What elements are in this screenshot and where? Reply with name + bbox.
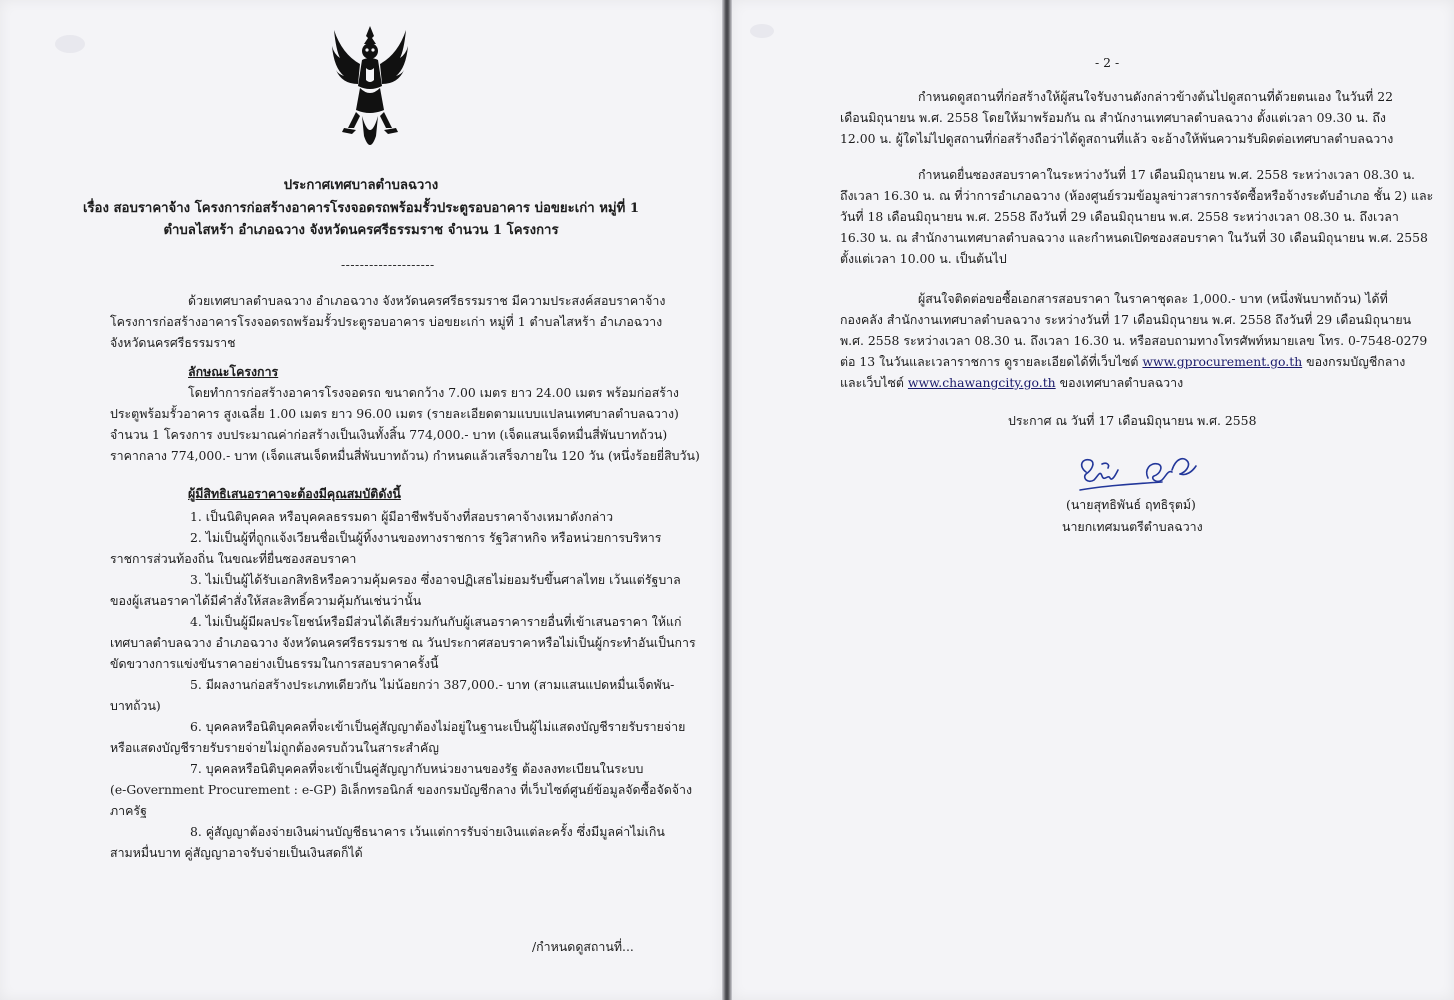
qualification-line: 8. คู่สัญญาต้องจ่ายเงินผ่านบัญชีธนาคาร เว้นแต่การรับจ่ายเงินแต่ละครั้ง ซึ่งมีมูลค่าไม่เกิน: [190, 824, 665, 839]
intro-line: โครงการก่อสร้างอาคารโรงจอดรถพร้อมรั้วประตูรอบอาคาร บ่อขยะเก่า หมู่ที่ 1 ตำบลไสหร้า อำเภอฉวาง: [110, 314, 663, 329]
intro-line: ด้วยเทศบาลตำบลฉวาง อำเภอฉวาง จังหวัดนครศรีธรรมราช มีความประสงค์สอบราคาจ้าง: [188, 293, 666, 308]
announcement-subject-line-2: ตำบลไสหร้า อำเภอฉวาง จังหวัดนครศรีธรรมราช จำนวน 1 โครงการ: [163, 223, 559, 238]
paragraph-text: ต่อ 13 ในวันและเวลาราชการ ดูรายละเอียดได้ที่เว็บไซต์: [840, 354, 1143, 369]
document-purchase-paragraph: [840, 288, 1428, 393]
paragraph-line: [840, 351, 1414, 372]
announcement-date: ประกาศ ณ วันที่ 17 เดือนมิถุนายน พ.ศ. 2558: [1008, 413, 1257, 428]
project-line: ประตูพร้อมรั้วอาคาร สูงเฉลี่ย 1.00 เมตร ยาว 96.00 เมตร (รายละเอียดตามแบบแปลนเทศบาลตำบลฉวาง): [110, 406, 679, 421]
qualification-line: ภาครัฐ: [110, 803, 147, 818]
document-page-2: [732, 0, 1454, 1000]
submission-paragraph: [840, 164, 1434, 269]
qualification-line: 7. บุคคลหรือนิติบุคคลที่จะเข้าเป็นคู่สัญญากับหน่วยงานของรัฐ ต้องลงทะเบียนในระบบ: [190, 761, 644, 776]
gprocurement-link[interactable]: www.gprocurement.go.th: [1142, 354, 1303, 369]
qualification-line: (e-Government Procurement : e-GP) อิเล็กทรอนิกส์ ของกรมบัญชีกลาง ที่เว็บไซต์ศูนย์ข้อมูลจัดซื้อจัดจ้าง: [110, 782, 693, 797]
intro-paragraph: [110, 290, 666, 353]
paper-stain: [750, 24, 774, 38]
page-number: - 2 -: [1095, 55, 1120, 70]
qualification-line: 1. เป็นนิติบุคคล หรือบุคคลธรรมดา ผู้มีอาชีพรับจ้างที่สอบราคาจ้างเหมาดังกล่าว: [190, 509, 614, 524]
qualification-line: 2. ไม่เป็นผู้ที่ถูกแจ้งเวียนชื่อเป็นผู้ทิ้งงานของทางราชการ รัฐวิสาหกิจ หรือหน่วยการบริหาร: [190, 530, 662, 545]
qualifications-section: [110, 483, 696, 863]
intro-line: จังหวัดนครศรีธรรมราช: [110, 335, 236, 350]
paragraph-line: วันที่ 18 เดือนมิถุนายน พ.ศ. 2558 ถึงวันที่ 29 เดือนมิถุนายน พ.ศ. 2558 ระหว่างเวลา 08.30 น. ถึงเวลา: [840, 209, 1399, 224]
signer-name: (นายสุทธิพันธ์ ฤทธิรุตม์): [1066, 497, 1196, 512]
qualification-line: 3. ไม่เป็นผู้ได้รับเอกสิทธิหรือความคุ้มครอง ซึ่งอาจปฏิเสธไม่ยอมรับขึ้นศาลไทย เว้นแต่รัฐบาล: [190, 572, 681, 587]
paragraph-line: ผู้สนใจติดต่อขอซื้อเอกสารสอบราคา ในราคาชุดละ 1,000.- บาท (หนึ่งพันบาทถ้วน) ได้ที่: [918, 291, 1388, 306]
paragraph-text: ของกรมบัญชีกลาง: [1302, 354, 1406, 369]
paragraph-line: [840, 372, 1414, 393]
document-page-1: [0, 0, 722, 1000]
paragraph-line: กำหนดดูสถานที่ก่อสร้างให้ผู้สนใจรับงานดังกล่าวข้างต้นไปดูสถานที่ด้วยตนเอง ในวันที่ 22: [918, 89, 1394, 104]
signer-title: นายกเทศมนตรีตำบลฉวาง: [1062, 519, 1203, 534]
paragraph-text: ของเทศบาลตำบลฉวาง: [1055, 375, 1184, 390]
qualification-line: ราชการส่วนท้องถิ่น ในขณะที่ยื่นซองสอบราคา: [110, 551, 357, 566]
continuation-note: /กำหนดดูสถานที่...: [532, 939, 634, 954]
paragraph-line: 12.00 น. ผู้ใดไม่ไปดูสถานที่ก่อสร้างถือว่าได้ดูสถานที่แล้ว จะอ้างให้พ้นความรับผิดต่อเทศบาลตำบลฉวาง: [840, 131, 1394, 146]
qualification-line: 4. ไม่เป็นผู้มีผลประโยชน์หรือมีส่วนได้เสียร่วมกันกับผู้เสนอราคารายอื่นที่เข้าเสนอราคา ให้แก่: [190, 614, 682, 629]
qualification-item: [110, 611, 696, 674]
qualification-line: เทศบาลตำบลฉวาง อำเภอฉวาง จังหวัดนครศรีธรรมราช ณ วันประกาศสอบราคาหรือไม่เป็นผู้กระทำอันเป็นการ: [110, 635, 696, 650]
paragraph-line: ถึงเวลา 16.30 น. ณ ที่ว่าการอำเภอฉวาง (ห้องศูนย์รวมข้อมูลข่าวสารการจัดซื้อหรือจ้างระดับอำเภอ ชั้น 2) และ: [840, 188, 1434, 203]
qualification-line: 6. บุคคลหรือนิติบุคคลที่จะเข้าเป็นคู่สัญญาต้องไม่อยู่ในฐานะเป็นผู้ไม่แสดงบัญชีรายรับรายจ่าย: [190, 719, 686, 734]
project-line: ราคากลาง 774,000.- บาท (เจ็ดแสนเจ็ดหมื่นสี่พันบาทถ้วน) กำหนดแล้วเสร็จภายใน 120 วัน (หนึ่งร้อยยี่สิบวัน): [110, 448, 700, 463]
signature-icon: [1072, 452, 1206, 496]
project-line: จำนวน 1 โครงการ งบประมาณค่าก่อสร้างเป็นเงินทั้งสิ้น 774,000.- บาท (เจ็ดแสนเจ็ดหมื่นสี่พันบาทถ้วน): [110, 427, 668, 442]
qualification-item: [110, 758, 693, 821]
project-heading: ลักษณะโครงการ: [188, 364, 279, 379]
project-line: โดยทำการก่อสร้างอาคารโรงจอดรถ ขนาดกว้าง 7.00 เมตร ยาว 24.00 เมตร พร้อมก่อสร้าง: [188, 385, 679, 400]
paragraph-line: ตั้งแต่เวลา 10.00 น. เป็นต้นไป: [840, 251, 1007, 266]
qualification-line: บาทถ้วน): [110, 698, 161, 713]
announcement-title: ประกาศเทศบาลตำบลฉวาง: [283, 178, 439, 193]
qualification-line: ของผู้เสนอราคาได้มีคำสั่งให้สละสิทธิ์ความคุ้มกันเช่นว่านั้น: [110, 593, 422, 608]
paragraph-line: เดือนมิถุนายน พ.ศ. 2558 โดยให้มาพร้อมกัน ณ สำนักงานเทศบาลตำบลฉวาง ตั้งแต่เวลา 09.30 น. ถึง: [840, 110, 1386, 125]
qualification-line: 5. มีผลงานก่อสร้างประเภทเดียวกัน ไม่น้อยกว่า 387,000.- บาท (สามแสนแปดหมื่นเจ็ดพัน-: [190, 677, 675, 692]
heading-rule: --------------------: [341, 257, 435, 272]
paragraph-line: 16.30 น. ณ สำนักงานเทศบาลตำบลฉวาง และกำหนดเปิดซองสอบราคา ในวันที่ 30 เดือนมิถุนายน พ.ศ. 2558: [840, 230, 1428, 245]
garuda-emblem-icon: [330, 24, 410, 158]
paper-stain: [55, 35, 85, 53]
paragraph-line: พ.ศ. 2558 ระหว่างเวลา 08.30 น. ถึงเวลา 16.30 น. หรือสอบถามทางโทรศัพท์หมายเลข โทร. 0-7548-0279: [840, 333, 1428, 348]
qualifications-heading: ผู้มีสิทธิเสนอราคาจะต้องมีคุณสมบัติดังนี้: [188, 486, 401, 501]
announcement-subject-line-1: เรื่อง สอบราคาจ้าง โครงการก่อสร้างอาคารโรงจอดรถพร้อมรั้วประตูรอบอาคาร บ่อขยะเก่า หมู่ที่ 1: [82, 201, 640, 216]
qualification-item: [110, 569, 681, 611]
qualification-item: [110, 821, 665, 863]
qualification-item: [110, 506, 658, 527]
site-visit-paragraph: [840, 86, 1414, 149]
qualification-line: หรือแสดงบัญชีรายรับรายจ่ายไม่ถูกต้องครบถ้วนในสาระสำคัญ: [110, 740, 439, 755]
qualification-item: [110, 527, 662, 569]
paragraph-text: และเว็บไซต์: [840, 375, 908, 390]
page-divider: [722, 0, 732, 1000]
project-section: [110, 361, 700, 466]
qualification-line: สามหมื่นบาท คู่สัญญาอาจรับจ่ายเป็นเงินสดก็ได้: [110, 845, 363, 860]
chawangcity-link[interactable]: www.chawangcity.go.th: [907, 375, 1056, 390]
qualification-item: [110, 716, 686, 758]
qualification-line: ขัดขวางการแข่งขันราคาอย่างเป็นธรรมในการสอบราคาครั้งนี้: [110, 656, 439, 671]
qualification-item: [110, 674, 675, 716]
paragraph-line: กองคลัง สำนักงานเทศบาลตำบลฉวาง ระหว่างวันที่ 17 เดือนมิถุนายน พ.ศ. 2558 ถึงวันที่ 29 เดือนมิถุนายน: [840, 312, 1412, 327]
paragraph-line: กำหนดยื่นซองสอบราคาในระหว่างวันที่ 17 เดือนมิถุนายน พ.ศ. 2558 ระหว่างเวลา 08.30 น.: [918, 167, 1415, 182]
